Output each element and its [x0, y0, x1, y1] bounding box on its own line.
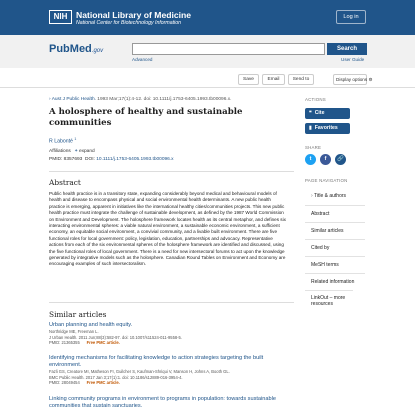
search-button[interactable]: Search — [327, 43, 367, 55]
doi-link[interactable]: 10.1111/j.1753-6405.1993.tb00096.x — [96, 157, 174, 162]
plus-icon[interactable]: + — [74, 149, 78, 154]
similar-article-pmid: PMID: 28049454 — [49, 380, 80, 386]
similar-article-ids — [49, 380, 289, 386]
search-band — [0, 35, 415, 68]
favorites-label: Favorites — [314, 125, 338, 131]
cite-label: Cite — [314, 110, 325, 116]
affiliations-label: Affiliations — [49, 149, 71, 154]
nav-abstract[interactable]: Abstract — [305, 205, 365, 222]
affiliations-row — [49, 149, 95, 154]
pubmed-logo-text: PubMed — [49, 43, 92, 55]
favorites-button[interactable] — [305, 123, 350, 134]
permalink-icon[interactable]: 🔗 — [335, 154, 346, 165]
display-options-button[interactable] — [333, 74, 373, 85]
gear-icon: ⚙ — [368, 77, 373, 82]
nav-mesh-terms[interactable]: MeSH terms — [305, 256, 365, 273]
org-subtitle: National Center for Biotechnology Information — [76, 20, 181, 26]
similar-article-authors: Fazli GS, Creatore MI, Matheson FI, Guilcher S, Kaufman-Shriqui V, Manson H, Johns A, Booth GL. — [49, 369, 230, 374]
citation-details: . 1993 Mar;17(1):4-12. doi: 10.1111/j.1753-6405.1993.tb00096.x. — [94, 97, 232, 102]
chevron-right-icon: › — [49, 97, 51, 102]
author-list[interactable] — [49, 137, 76, 145]
twitter-icon[interactable]: t — [305, 154, 316, 165]
advanced-search-link[interactable]: Advanced — [132, 57, 153, 62]
quote-icon: ❝ — [309, 110, 312, 116]
org-name: National Library of Medicine — [76, 10, 192, 20]
author-name[interactable]: R Labonté — [49, 138, 73, 145]
similar-article — [49, 322, 289, 346]
similar-article — [49, 396, 289, 410]
nav-related-information[interactable]: Related information — [305, 273, 365, 290]
nav-cited-by[interactable]: Cited by — [305, 239, 365, 256]
abstract-body: Public health practice is in a transitory state, expanding considerably beyond medical and behavioural models of health and disease to encompass physical and social environmental health determinants. A new public health practice is emerging, apparent in initiatives like the international healthy cities/communities projects. This new public health practice must integrate the challenge of sustainable development, as defined by the 1987 World Commission on Environment and Development. The holosphere framework locates health as its central metaphor, and defines six interacting environmental spheres: a viable natural environment, a sustainable economic environment, a sufficient economy, an equitable social environment, a convivial community, and a livable built environment. There are five functional roles for local government: policy, legislation, education, partnerships and advocacy. Representative actions from each of the six environmental spheres of the holosphere framework are identified and discussed, using the five functional roles of local government. There is a need for new intersectoral forums to act upon the knowledge generated by integrative models such as the holosphere. Canadian Round Tables on Environment and Economy are encouraging examples of such intersectoralism. — [49, 191, 286, 267]
nav-item-label: Title & authors — [313, 193, 347, 199]
nav-similar-articles[interactable]: Similar articles — [305, 222, 365, 239]
email-button[interactable]: Email — [262, 74, 285, 85]
similar-articles-heading: Similar articles — [49, 310, 107, 319]
nav-linkout[interactable]: LinkOut – more resources — [305, 290, 353, 312]
similar-article-citation: J Urban Health. 2011 Jun;88(3):582-97. doi: 10.1007/s11524-011-9558-5. — [49, 334, 182, 340]
pubmed-logo-gov: .gov — [91, 48, 104, 54]
divider — [49, 171, 294, 172]
bookmark-icon: ▮ — [309, 125, 312, 131]
facebook-icon[interactable]: f — [320, 154, 331, 165]
pmid: PMID: 8357693 — [49, 157, 83, 162]
pubmed-logo[interactable] — [49, 43, 103, 55]
identifiers-row — [49, 157, 174, 162]
free-pmc-badge: Free PMC article. — [86, 340, 120, 346]
page-navigation-label: PAGE NAVIGATION — [305, 178, 348, 183]
breadcrumb — [49, 97, 231, 102]
share-label: SHARE — [305, 145, 322, 150]
cite-button[interactable] — [305, 108, 350, 119]
abstract-heading: Abstract — [49, 178, 81, 187]
display-options-label: Display options — [336, 77, 368, 82]
article-title: A holosphere of healthy and sustainable communities — [49, 107, 243, 128]
article-toolbar — [0, 70, 415, 88]
affiliation-number[interactable]: 1 — [74, 137, 77, 141]
nih-logo[interactable]: NIH — [49, 10, 72, 24]
chevron-right-icon: › — [311, 193, 313, 199]
similar-article-title[interactable]: Urban planning and health equity. — [49, 322, 133, 328]
similar-article-authors: Northridge ME, Freeman L. — [49, 329, 99, 334]
similar-article-title[interactable]: Linking community programs in environment to programs in population: towards sustainable communities that sustain sanctuaries. — [49, 396, 276, 409]
divider — [49, 302, 294, 303]
free-pmc-badge: Free PMC article. — [86, 380, 120, 386]
similar-article-citation: BMC Public Health. 2017 Jan 3;17(1):1. doi: 10.1186/s12889-016-3954-4. — [49, 374, 183, 380]
send-to-button[interactable]: Send to — [288, 74, 314, 85]
similar-article-pmid: PMID: 21365355 — [49, 340, 80, 346]
expand-link[interactable]: expand — [78, 149, 95, 154]
doi-label: DOI: — [85, 157, 95, 162]
login-button[interactable]: Log in — [336, 10, 366, 24]
nih-header — [0, 0, 415, 35]
similar-article-ids — [49, 340, 289, 346]
search-input[interactable] — [132, 43, 325, 55]
actions-label: ACTIONS — [305, 97, 326, 102]
similar-article-title[interactable]: Identifying mechanisms for facilitating knowledge to action strategies targeting the built environment. — [49, 355, 264, 368]
user-guide-link[interactable]: User Guide — [341, 57, 365, 62]
similar-article — [49, 355, 289, 386]
save-button[interactable]: Save — [238, 74, 259, 85]
journal-link[interactable]: Aust J Public Health — [51, 97, 95, 102]
nav-title-authors[interactable] — [305, 188, 365, 205]
